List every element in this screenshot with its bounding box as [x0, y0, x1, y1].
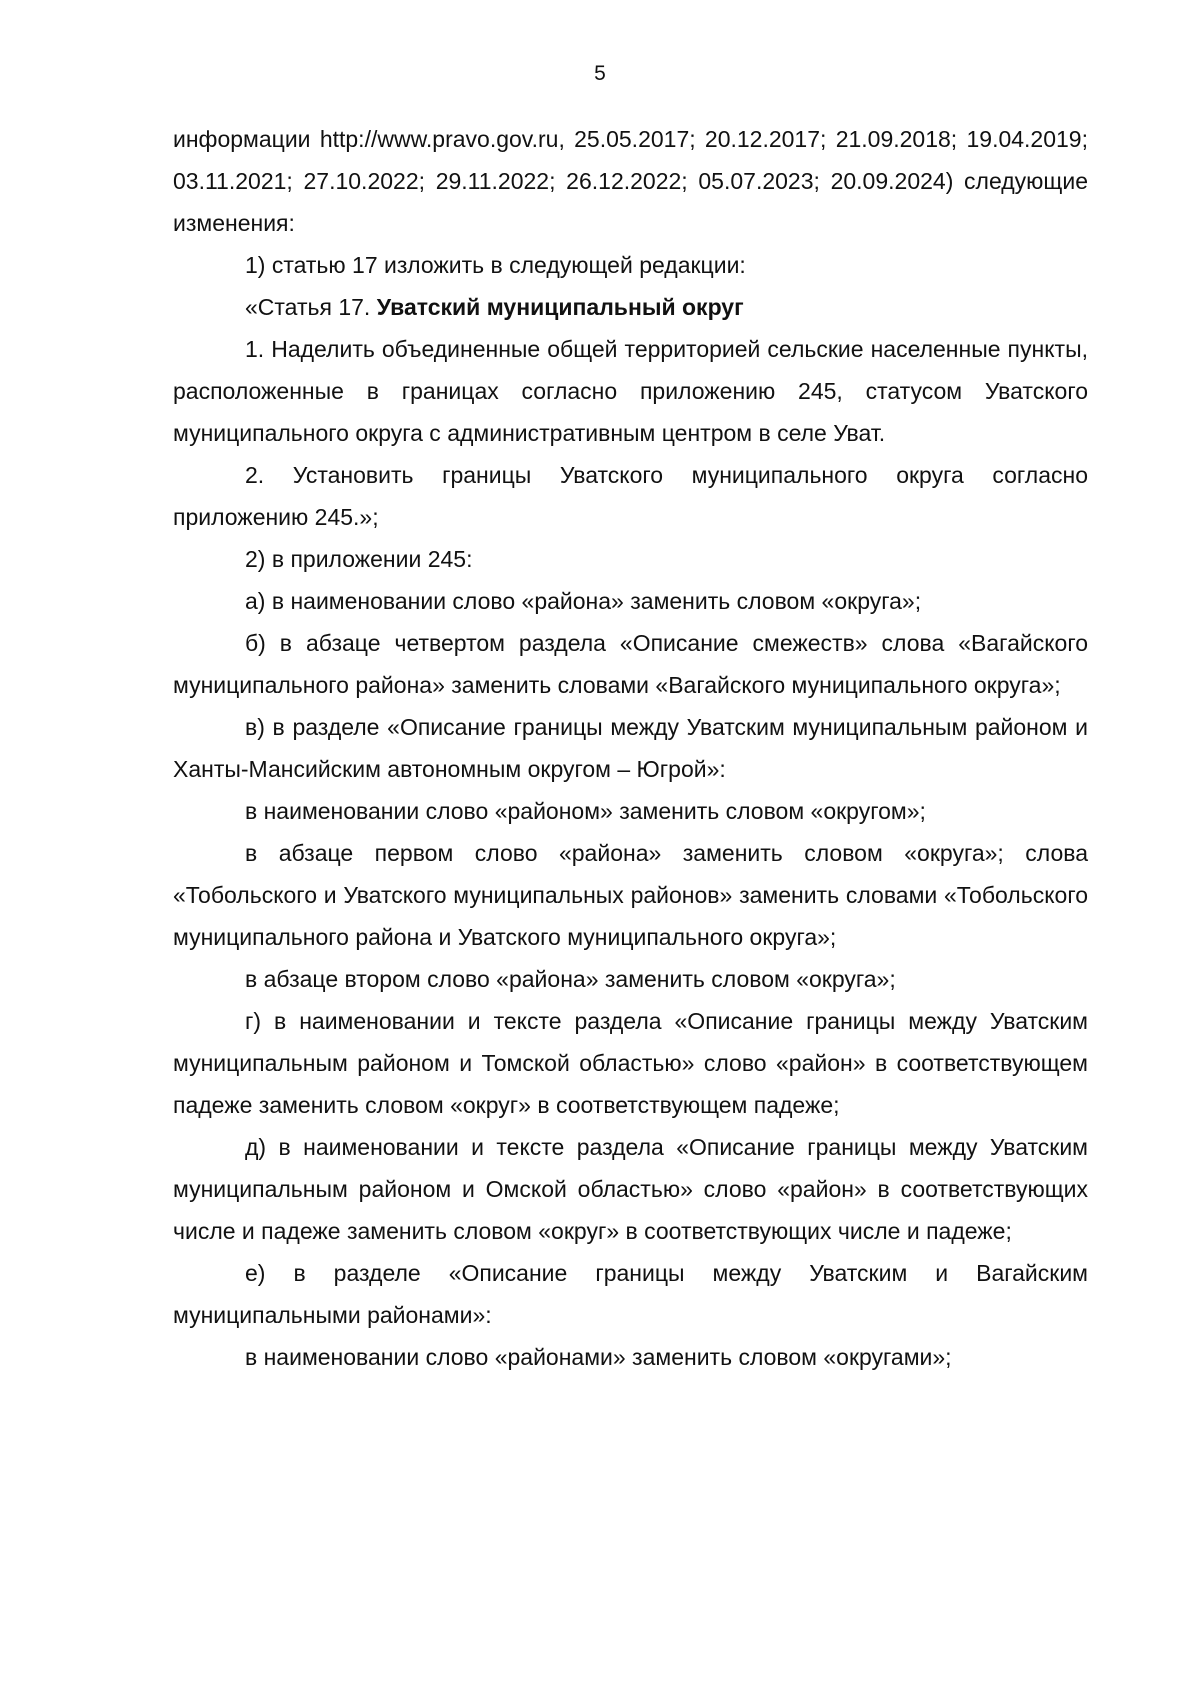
subitem-d: д) в наименовании и тексте раздела «Описание границы между Уватским муниципальным районом и Омской областью» слово «район» в соответствующих числе и падеже заменить словом «округ» в соответствующих числе и падеже; — [173, 1134, 1088, 1244]
document-body — [173, 118, 1088, 1378]
subitem-g: г) в наименовании и тексте раздела «Описание границы между Уватским муниципальным районом и Томской областью» слово «район» в соответствующем падеже заменить словом «округ» в соответствующем падеже; — [173, 1008, 1088, 1118]
paragraph-item-2: 2) в приложении 245: — [245, 546, 473, 572]
subitem-v: в) в разделе «Описание границы между Уватским муниципальным районом и Ханты-Мансийским автономным округом – Югрой»: — [173, 714, 1088, 782]
subitem-e: е) в разделе «Описание границы между Уватским и Вагайским муниципальными районами»: — [173, 1260, 1088, 1328]
paragraph-item-1: 1) статью 17 изложить в следующей редакции: — [245, 252, 746, 278]
article-heading-title: Уватский муниципальный округ — [376, 294, 744, 320]
subitem-a: а) в наименовании слово «района» заменить словом «округа»; — [245, 588, 922, 614]
subitem-e-line-1: в наименовании слово «районами» заменить словом «округами»; — [245, 1344, 952, 1370]
page-number: 5 — [594, 62, 606, 85]
article-clause-1: 1. Наделить объединенные общей территорией сельские населенные пункты, расположенные в границах согласно приложению 245, статусом Уватского муниципального округа с административным центром в селе Уват. — [173, 336, 1088, 446]
subitem-v-line-2: в абзаце первом слово «района» заменить словом «округа»; слова «Тобольского и Уватского муниципальных районов» заменить словами «Тобольского муниципального района и Уватского муниципального округа»; — [173, 840, 1088, 950]
article-clause-2: 2. Установить границы Уватского муниципального округа согласно приложению 245.»; — [173, 462, 1088, 530]
subitem-v-line-3: в абзаце втором слово «района» заменить словом «округа»; — [245, 966, 896, 992]
paragraph-continuation: информации http://www.pravo.gov.ru, 25.05.2017; 20.12.2017; 21.09.2018; 19.04.2019; 03.11.2021; 27.10.2022; 29.11.2022; 26.12.2022; 05.07.2023; 20.09.2024) следующие изменения: — [173, 126, 1088, 236]
article-heading — [173, 286, 1088, 328]
subitem-v-line-1: в наименовании слово «районом» заменить словом «округом»; — [245, 798, 926, 824]
article-heading-prefix: «Статья 17. — [245, 294, 377, 320]
subitem-b: б) в абзаце четвертом раздела «Описание смежеств» слова «Вагайского муниципального района» заменить словами «Вагайского муниципального округа»; — [173, 630, 1088, 698]
